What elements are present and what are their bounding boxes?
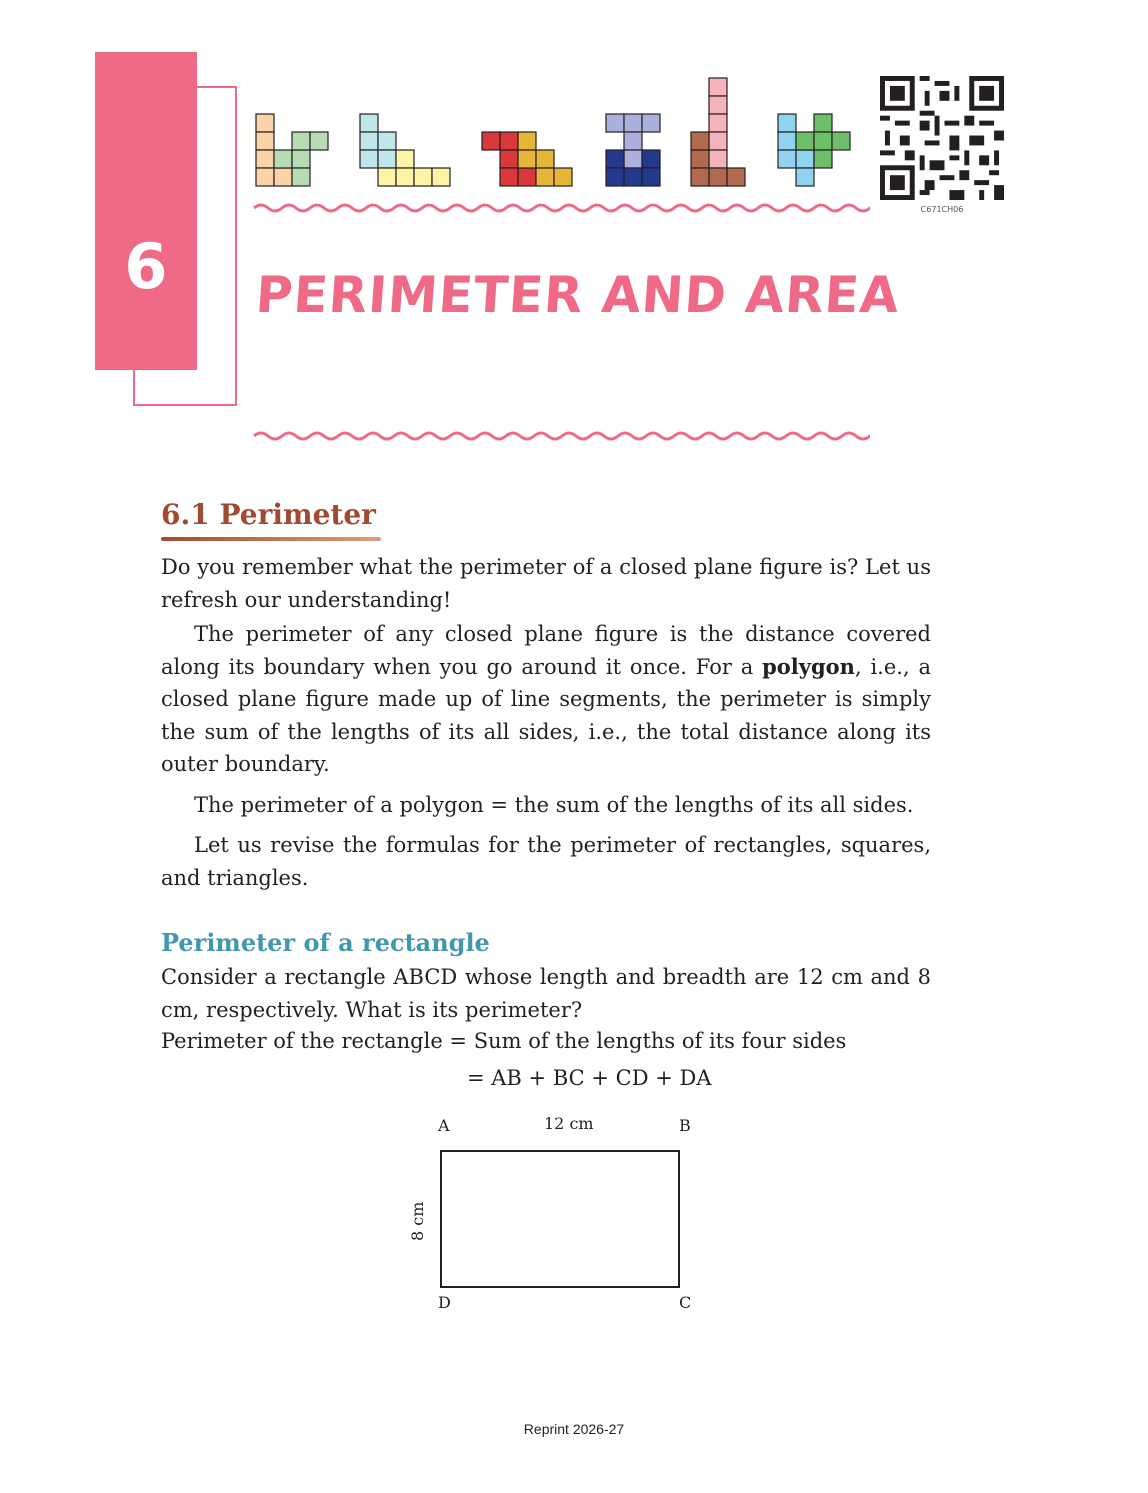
- paragraph-definition: [161, 618, 931, 781]
- vertex-label-d: D: [438, 1293, 451, 1312]
- formula-line-1: Perimeter of the rectangle = Sum of the lengths of its four sides: [161, 1029, 847, 1053]
- paragraph-definition-start: The perimeter of any closed plane figure is the distance covered along its boundary when you go around it once. For a: [161, 622, 931, 679]
- section-heading: 6.1 Perimeter: [161, 498, 376, 531]
- polyomino-piece-blue-green: [778, 114, 850, 186]
- polyomino-decoration: [250, 70, 870, 450]
- chapter-tab: [95, 52, 197, 370]
- polyomino-piece-teal-yellow: [360, 114, 450, 186]
- rectangle-abcd: [441, 1151, 679, 1287]
- section-underline: [161, 537, 381, 541]
- qr-code-icon[interactable]: [880, 76, 1004, 200]
- polyomino-piece-peach-green: [256, 114, 328, 186]
- length-label: 12 cm: [544, 1114, 594, 1133]
- vertex-label-c: C: [679, 1293, 692, 1312]
- wavy-line-bottom: [254, 433, 870, 439]
- paragraph-polygon-rule: The perimeter of a polygon = the sum of the lengths of its all sides.: [194, 793, 914, 817]
- footer-reprint: Reprint 2026-27: [523, 1421, 625, 1437]
- formula-line-2: = AB + BC + CD + DA: [467, 1066, 712, 1090]
- paragraph-intro: Do you remember what the perimeter of a closed plane figure is? Let us refresh our understanding!: [161, 555, 931, 612]
- term-polygon: polygon: [762, 653, 855, 679]
- chapter-number: 6: [124, 230, 168, 303]
- breadth-label: 8 cm: [408, 1201, 427, 1241]
- paragraph-revise: Let us revise the formulas for the perimeter of rectangles, squares, and triangles.: [161, 833, 931, 890]
- wavy-line-top: [254, 205, 870, 211]
- chapter-title: PERIMETER AND AREA: [253, 266, 902, 324]
- paragraph-rectangle-question: Consider a rectangle ABCD whose length and breadth are 12 cm and 8 cm, respectively. What is its perimeter?: [161, 965, 931, 1022]
- polyomino-piece-lavender-navy: [606, 114, 660, 186]
- polyomino-piece-pink-brown: [691, 78, 745, 186]
- vertex-label-b: B: [679, 1116, 691, 1135]
- rectangle-figure: [395, 1105, 715, 1325]
- subsection-heading: Perimeter of a rectangle: [161, 928, 490, 957]
- vertex-label-a: A: [438, 1116, 450, 1135]
- polyomino-piece-red-gold: [482, 132, 572, 186]
- paragraph-definition-end: , i.e., a closed plane figure made up of line segments, the perimeter is simply the sum of the lengths of its all sides, i.e., the total distance along its outer boundary.: [161, 654, 931, 776]
- qr-code-label: C671CH06: [920, 205, 964, 214]
